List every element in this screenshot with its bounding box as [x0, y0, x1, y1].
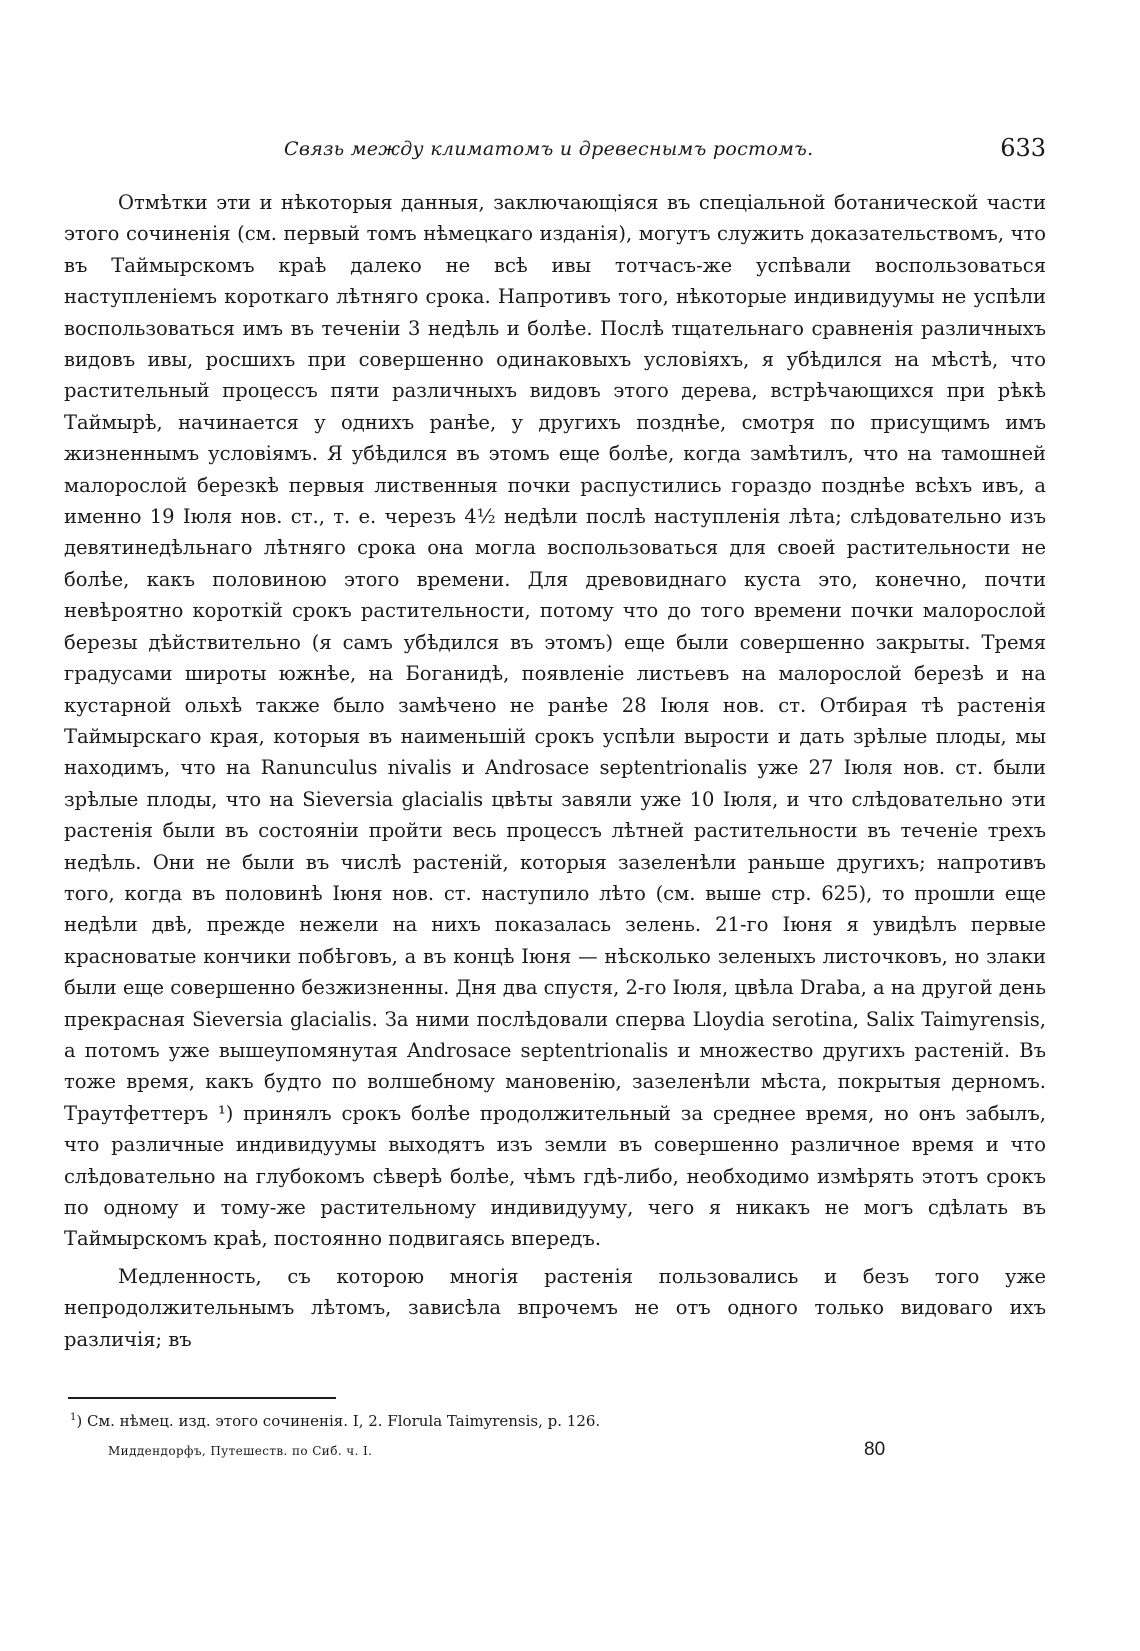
paragraph-2: Медленность, съ которою многія растенія пользовались и безъ того уже непродолжительнымъ лѣтомъ, зависѣла впрочемъ не отъ одного только видоваго ихъ различія; въ: [64, 1264, 1046, 1351]
main-text: [64, 187, 1046, 1355]
footnote-mark: 1: [70, 1412, 77, 1423]
printer-signature: Миддендорфъ, Путешеств. по Сиб. ч. I.: [108, 1444, 373, 1458]
book-page: [64, 0, 1046, 1651]
sheet-number: 80: [864, 1439, 886, 1460]
footnote-text: См. нѣмец. изд. этого сочиненія. I, 2. Florula Taimyrensis, p. 126.: [87, 1412, 601, 1430]
footnote: $^1$) См. нѣмец. изд. этого сочиненія. I, 2. Florula Taimyrensis, p. 126.: [70, 1412, 601, 1430]
running-title: Связь между климатомъ и древеснымъ ростомъ.: [284, 138, 814, 160]
paragraph-1: Отмѣтки эти и нѣкоторыя данныя, заключающіяся въ спеціальной ботанической части этого сочиненія (см. первый томъ нѣмецкаго изданія), могутъ служить доказательствомъ, что въ Таймырскомъ краѣ далеко не всѣ ивы тотчасъ-же успѣвали воспользоваться наступленіемъ короткаго лѣтняго срока. Напротивъ того, нѣкоторые индивидуумы не успѣли воспользоваться имъ въ теченіи 3 недѣль и болѣе. Послѣ тщательнаго сравненія различныхъ видовъ ивы, росшихъ при совершенно одинаковыхъ условіяхъ, я убѣдился на мѣстѣ, что растительный процессъ пяти различныхъ видовъ этого дерева, встрѣчающихся при рѣкѣ Таймырѣ, начинается у однихъ ранѣе, у другихъ позднѣе, смотря по присущимъ имъ жизненнымъ условіямъ. Я убѣдился въ этомъ еще болѣе, когда замѣтилъ, что на тамошней малорослой березкѣ первыя лиственныя почки распустились гораздо позднѣе всѣхъ ивъ, а именно 19 Іюля нов. ст., т. е. черезъ 4½ недѣли послѣ наступленія лѣта; слѣдовательно изъ девятинедѣльнаго лѣтняго срока она могла воспользоваться для своей растительности не болѣе, какъ половиною этого времени. Для древовиднаго куста это, конечно, почти невѣроятно короткій срокъ растительности, потому что до того времени почки малорослой березы дѣйствительно (я самъ убѣдился въ этомъ) еще были совершенно закрыты. Тремя градусами широты южнѣе, на Боганидѣ, появленіе листьевъ на малорослой березѣ и на кустарной ольхѣ также было замѣчено не ранѣе 28 Іюля нов. ст. Отбирая тѣ растенія Таймырскаго края, которыя въ наименьшій срокъ успѣли вырости и дать зрѣлые плоды, мы находимъ, что на Ranunculus nivalis и Androsace septentrionalis уже 27 Іюля нов. ст. были зрѣлые плоды, что на Sieversia glacialis цвѣты завяли уже 10 Іюля, и что слѣдовательно эти растенія были въ состояніи пройти весь процессъ лѣтней растительности въ теченіе трехъ недѣль. Они не были въ числѣ растеній, которыя зазеленѣли раньше другихъ; напротивъ того, когда въ половинѣ Іюня нов. ст. наступило лѣто (см. выше стр. 625), то прошли еще недѣли двѣ, прежде нежели на нихъ показалась зелень. 21-го Іюня я увидѣлъ первые красноватые кончики побѣговъ, а въ концѣ Іюня — нѣсколько зеленыхъ листочковъ, но злаки были еще совершенно безжизненны. Дня два спустя, 2-го Іюля, цвѣла Draba, а на другой день прекрасная Sieversia glacialis. За ними послѣдовали сперва Lloydia serotina, Salix Taimyrensis, а потомъ уже вышеупомянутая Androsace septentrionalis и множество другихъ растеній. Въ тоже время, какъ будто по волшебному мановенію, зазеленѣли мѣста, покрытыя дерномъ. Траутфеттеръ ¹) принялъ срокъ болѣе продолжительный за среднее время, но онъ забылъ, что различные индивидуумы выходятъ изъ земли въ совершенно различное время и что слѣдовательно на глубокомъ сѣверѣ болѣе, чѣмъ гдѣ-либо, необходимо измѣрять этотъ срокъ по одному и тому-же растительному индивидууму, чего я никакъ не могъ сдѣлать въ Таймырскомъ краѣ, постоянно подвигаясь впередъ.: [64, 191, 1046, 1251]
footnote-divider: [68, 1397, 336, 1399]
running-header: [64, 134, 1046, 168]
page-number: 633: [1000, 134, 1046, 162]
